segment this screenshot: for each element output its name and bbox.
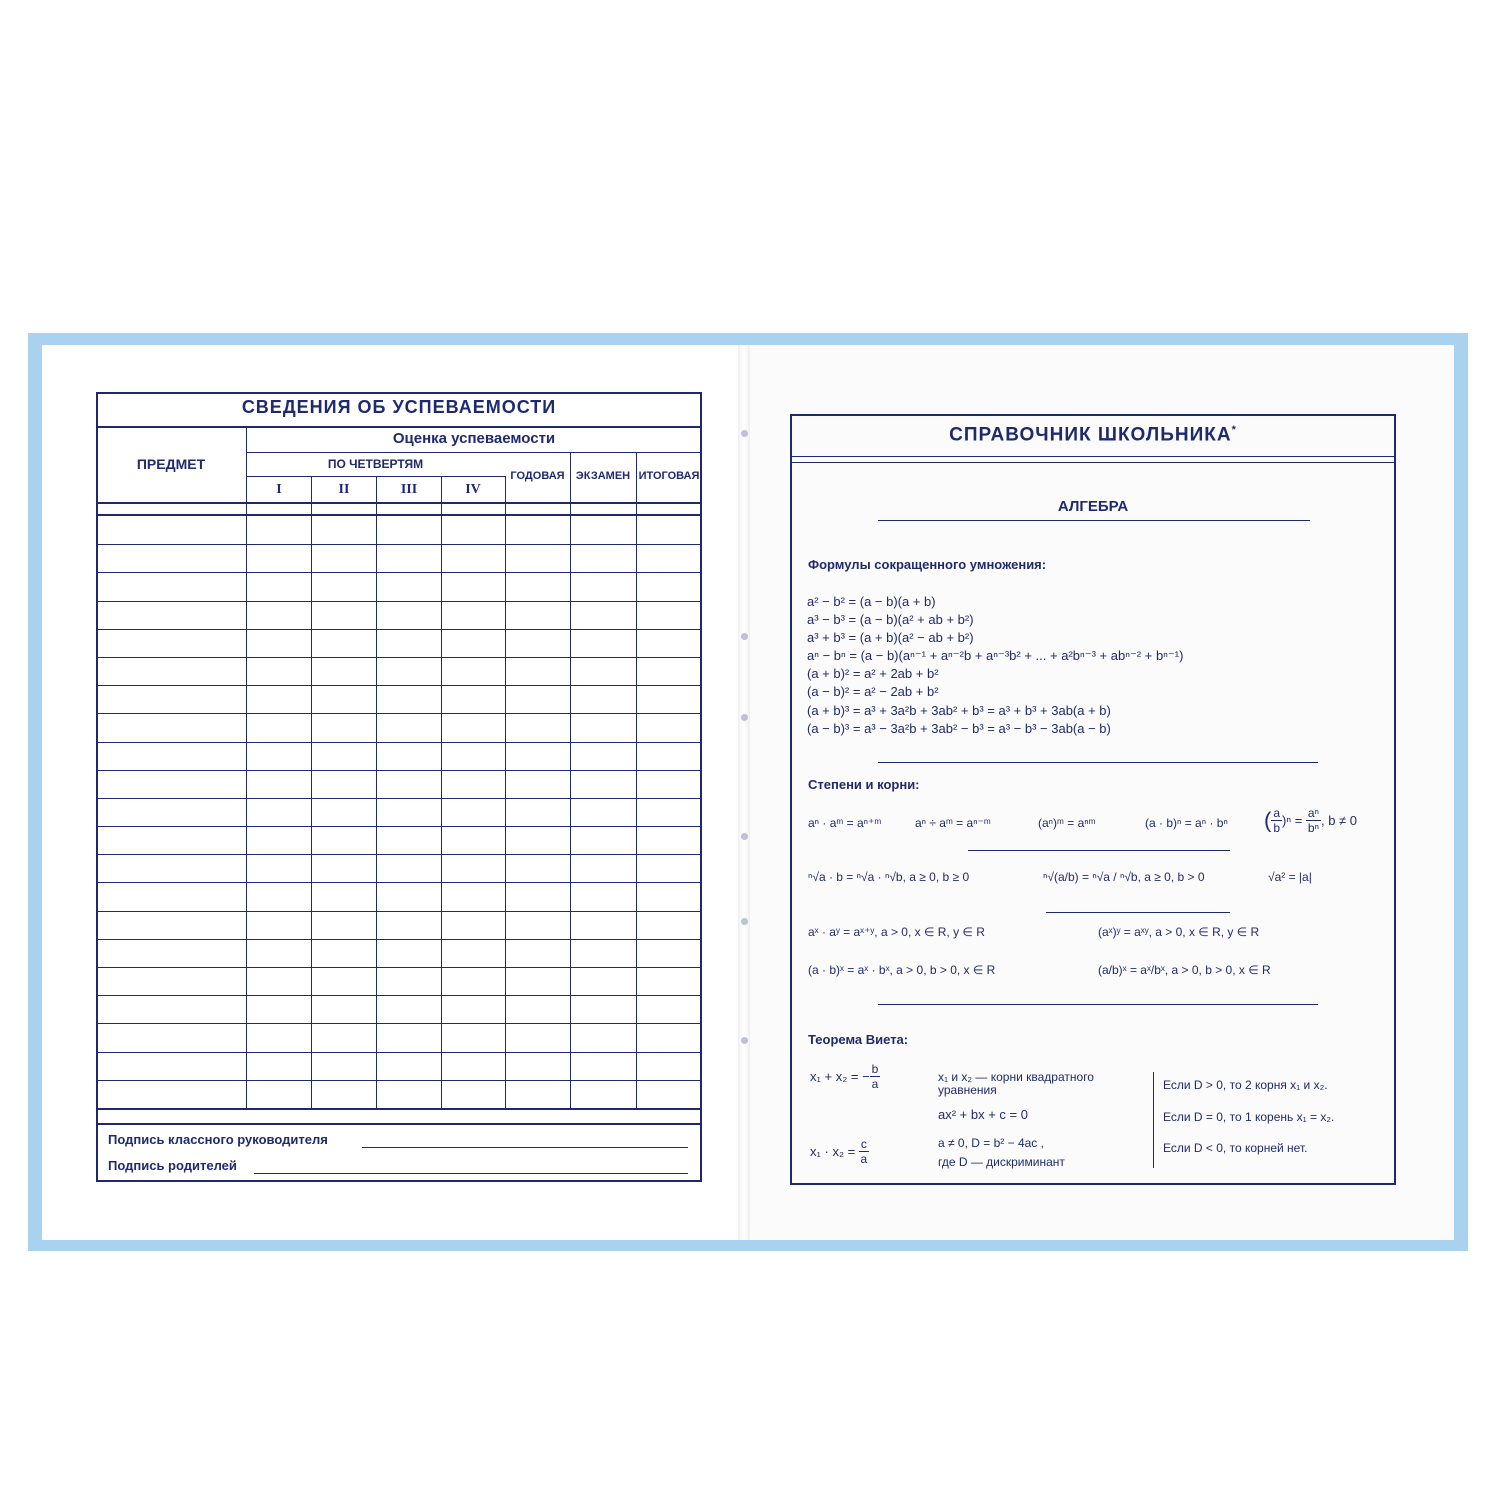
vieta-sum-left: x₁ + x₂ = −	[810, 1069, 870, 1084]
final-header: ИТОГОВАЯ	[638, 470, 700, 482]
vieta-product-left: x₁ · x₂ =	[810, 1144, 856, 1159]
fraction	[870, 1062, 881, 1091]
table-column-line	[441, 476, 442, 1108]
formula-line: aⁿ − bⁿ = (a − b)(aⁿ⁻¹ + aⁿ⁻²b + aⁿ⁻³b² + ... + a²bⁿ⁻³ + abⁿ⁻² + bⁿ⁻¹)	[807, 648, 1184, 663]
table-row-line	[96, 882, 702, 883]
power-formula: (a · b)ⁿ = aⁿ · bⁿ	[1145, 816, 1228, 830]
table-row-line	[96, 1080, 702, 1081]
table-row-line	[96, 826, 702, 827]
table-row-line	[96, 854, 702, 855]
formula-line: a² − b² = (a − b)(a + b)	[807, 594, 936, 609]
table-column-line	[376, 476, 377, 1108]
fraction	[1271, 806, 1282, 835]
table-row-line	[96, 713, 702, 714]
fraction-denominator: b	[1273, 821, 1281, 835]
formula-line: (a + b)³ = a³ + 3a²b + 3ab² + b³ = a³ + b³ + 3ab(a + b)	[807, 703, 1111, 718]
vieta-case: Если D = 0, то 1 корень x₁ = x₂.	[1163, 1110, 1335, 1124]
section-separator	[878, 1004, 1318, 1005]
body-top-line	[96, 514, 702, 516]
row-separator	[1046, 912, 1230, 913]
quarter-2-header: II	[338, 482, 350, 497]
fraction	[1306, 806, 1321, 835]
subject-column-line	[246, 426, 247, 1110]
binding-hole	[741, 833, 748, 840]
reference-title-mark: *	[1231, 424, 1237, 436]
fraction-numerator: b	[871, 1062, 879, 1076]
quadratic-equation: ax² + bx + c = 0	[938, 1107, 1028, 1122]
table-row-line	[96, 544, 702, 545]
section-separator	[878, 762, 1318, 763]
exponent-formula: aˣ · aʸ = aˣ⁺ʸ, a > 0, x ∈ R, y ∈ R	[808, 925, 985, 939]
table-row-line	[96, 685, 702, 686]
algebra-heading: АЛГЕБРА	[1057, 498, 1129, 515]
formula-line: a³ − b³ = (a − b)(a² + ab + b²)	[807, 612, 974, 627]
exam-header: ЭКЗАМЕН	[575, 470, 631, 482]
binding-hole	[741, 714, 748, 721]
formula-line: a³ + b³ = (a + b)(a² − ab + b²)	[807, 630, 974, 645]
root-formula: ⁿ√(a/b) = ⁿ√a / ⁿ√b, a ≥ 0, b > 0	[1043, 870, 1205, 884]
paren-open: (	[1264, 807, 1272, 833]
fraction	[859, 1137, 869, 1166]
table-row-line	[96, 742, 702, 743]
parents-signature-field[interactable]	[254, 1173, 688, 1174]
exponent-formula: (a · b)ˣ = aˣ · bˣ, a > 0, b > 0, x ∈ R	[808, 963, 996, 977]
vieta-divider	[1153, 1072, 1154, 1168]
table-row-line	[96, 629, 702, 630]
table-column-line	[570, 452, 571, 1108]
annual-header: ГОДОВАЯ	[510, 470, 565, 482]
formula-line: (a − b)³ = a³ − 3a²b + 3ab² − b³ = a³ − b³ − 3ab(a − b)	[807, 721, 1111, 736]
quarter-3-header: III	[400, 482, 418, 497]
reference-title	[790, 424, 1396, 446]
binding-hole	[741, 918, 748, 925]
formula-line: (a + b)² = a² + 2ab + b²	[807, 666, 939, 681]
table-row-line	[96, 967, 702, 968]
signature-divider	[96, 1123, 702, 1125]
title-divider	[96, 426, 702, 428]
grade-header: Оценка успеваемости	[392, 430, 556, 447]
power-formula: aⁿ ÷ aᵐ = aⁿ⁻ᵐ	[915, 816, 991, 830]
title-rule	[790, 456, 1396, 457]
fraction-numerator: a	[1273, 806, 1281, 820]
vieta-case: Если D < 0, то корней нет.	[1163, 1141, 1308, 1155]
algebra-underline	[878, 520, 1310, 521]
table-column-line	[311, 476, 312, 1108]
table-row-line	[96, 572, 702, 573]
vieta-heading: Теорема Виета:	[808, 1032, 909, 1047]
header-bottom-line	[96, 502, 702, 504]
title-rule	[790, 462, 1396, 463]
parents-signature-label: Подпись родителей	[108, 1158, 237, 1173]
discriminant-definition: где D — дискриминант	[938, 1155, 1065, 1169]
exponent-formula: (a/b)ˣ = aˣ/bˣ, a > 0, b > 0, x ∈ R	[1098, 963, 1271, 977]
fraction-numerator: aⁿ	[1307, 806, 1319, 820]
quarters-header: ПО ЧЕТВЕРТЯМ	[327, 457, 424, 471]
root-formula: √a² = |a|	[1268, 870, 1312, 884]
root-formula: ⁿ√a · b = ⁿ√a · ⁿ√b, a ≥ 0, b ≥ 0	[808, 870, 970, 884]
discriminant-condition: a ≠ 0, D = b² − 4ac ,	[938, 1136, 1044, 1150]
fraction-numerator: c	[860, 1137, 867, 1151]
table-row-line	[96, 1052, 702, 1053]
quarter-1-header: I	[276, 482, 282, 497]
grade-header-line	[246, 452, 702, 453]
power-formula: aⁿ · aᵐ = aⁿ⁺ᵐ	[808, 816, 882, 830]
binding-hole	[741, 633, 748, 640]
row-separator	[968, 850, 1230, 851]
teacher-signature-label: Подпись классного руководителя	[108, 1132, 328, 1147]
grades-table-frame	[96, 392, 702, 1182]
power-formula: (aⁿ)ᵐ = aⁿᵐ	[1038, 816, 1096, 830]
paren-close: )ⁿ =	[1282, 813, 1303, 828]
table-row-line	[96, 995, 702, 996]
powers-heading: Степени и корни:	[808, 777, 920, 792]
vieta-product	[810, 1137, 869, 1166]
condition-text: , b ≠ 0	[1320, 813, 1358, 828]
quarter-4-header: IV	[465, 482, 481, 497]
table-row-line	[96, 911, 702, 912]
table-row-line	[96, 939, 702, 940]
vieta-case: Если D > 0, то 2 корня x₁ и x₂.	[1163, 1078, 1328, 1092]
vieta-sum	[810, 1062, 880, 1091]
table-row-line	[96, 798, 702, 799]
binding-hole	[741, 1037, 748, 1044]
table-row-line	[96, 657, 702, 658]
fraction-power-formula	[1264, 806, 1357, 835]
fraction-denominator: bⁿ	[1307, 821, 1319, 835]
formula-line: (a − b)² = a² − 2ab + b²	[807, 684, 939, 699]
table-row-line	[96, 1023, 702, 1024]
table-column-line	[636, 452, 637, 1108]
fraction-denominator: a	[871, 1077, 879, 1091]
grades-title: СВЕДЕНИЯ ОБ УСПЕВАЕМОСТИ	[241, 397, 557, 417]
subject-header: ПРЕДМЕТ	[136, 456, 206, 472]
reference-title-text: СПРАВОЧНИК ШКОЛЬНИКА	[949, 424, 1232, 446]
multiplication-heading: Формулы сокращенного умножения:	[808, 557, 1047, 572]
table-bottom-line	[96, 1108, 702, 1110]
fraction-denominator: a	[860, 1152, 868, 1166]
table-row-line	[96, 601, 702, 602]
table-column-line	[505, 476, 506, 1108]
exponent-formula: (aˣ)ʸ = aˣʸ, a > 0, x ∈ R, y ∈ R	[1098, 925, 1260, 939]
vieta-roots-description: x₁ и x₂ — корни квадратного уравнения	[938, 1070, 1094, 1097]
binding-hole	[741, 430, 748, 437]
notebook-spine	[738, 345, 750, 1240]
teacher-signature-field[interactable]	[362, 1147, 688, 1148]
table-row-line	[96, 770, 702, 771]
